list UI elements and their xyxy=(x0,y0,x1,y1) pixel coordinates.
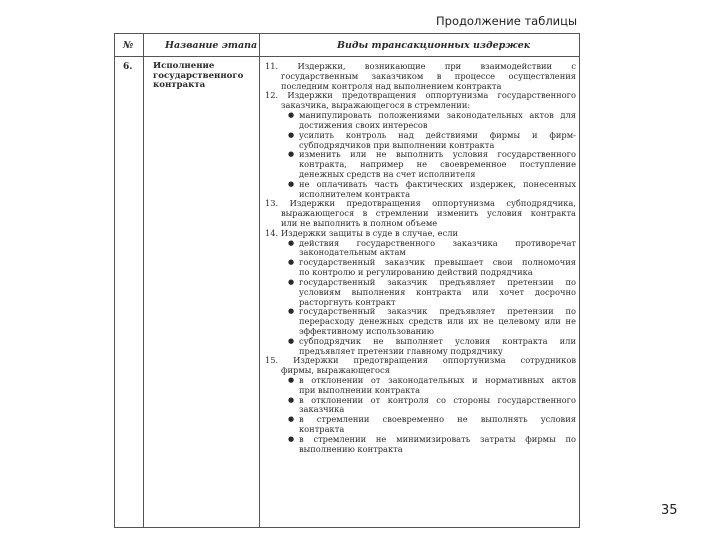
line-text: предъявляет претензии главному подрядчику xyxy=(299,346,503,356)
cost-line xyxy=(265,366,576,376)
cost-line xyxy=(265,229,576,239)
cost-line xyxy=(265,317,576,327)
line-text: 12. Издержки предотвращения оппортунизма государственного xyxy=(265,91,576,101)
header-cost-types: Виды трансакционных издержек xyxy=(337,40,531,51)
cost-line xyxy=(265,101,576,111)
bullet-icon: ● xyxy=(288,376,295,384)
bullet-item-line xyxy=(265,337,576,347)
line-text: 11. Издержки, возникающие при взаимодействии с xyxy=(265,62,576,71)
line-text: перерасходу денежных средств или их не целевому или не xyxy=(299,317,576,327)
line-text: 15. Издержки предотвращения оппортунизма сотрудников xyxy=(265,356,576,366)
line-text: по контролю и регулированию действий подрядчика xyxy=(299,268,533,278)
bullet-item-line xyxy=(265,396,576,406)
line-text: субподрядчиков при выполнении контракта xyxy=(299,140,495,150)
bullet-icon: ● xyxy=(288,179,295,188)
line-text: в стремлении не минимизировать затраты фирмы по xyxy=(299,434,576,444)
bullet-icon: ● xyxy=(288,307,295,316)
cost-line xyxy=(265,91,576,101)
header-divider xyxy=(115,56,579,57)
line-text: исполнителем контракта xyxy=(299,189,411,199)
bullet-icon: ● xyxy=(288,130,295,139)
bullet-icon: ● xyxy=(288,336,295,345)
line-text: эффективному использованию xyxy=(299,326,434,336)
cost-line xyxy=(265,219,576,229)
line-text: или не выполнить в полном объеме xyxy=(281,219,438,228)
line-text: достижения своих интересов xyxy=(299,120,428,130)
cost-line xyxy=(265,405,576,415)
line-text: 14. Издержки защиты в суде в случае, если xyxy=(265,228,459,238)
bullet-item-line xyxy=(265,131,576,141)
cost-line xyxy=(265,356,576,366)
cost-line xyxy=(265,141,576,151)
cost-line xyxy=(265,209,576,219)
row-number: 6. xyxy=(123,62,133,72)
stage-name-line: Исполнение xyxy=(153,61,215,71)
cost-line xyxy=(265,386,576,396)
column-divider xyxy=(259,34,260,527)
bullet-item-line xyxy=(265,376,576,386)
line-text: субподрядчик не выполняет условия контракта или xyxy=(299,336,576,346)
bullet-icon: ● xyxy=(288,434,295,443)
line-text: действия государственного заказчика противоречат xyxy=(299,238,576,248)
bullet-item-line xyxy=(265,239,576,249)
table-continuation-caption: Продолжение таблицы xyxy=(436,14,578,28)
line-text: государственным заказчиком в процессе осуществления xyxy=(281,71,576,81)
line-text: последним контроля над выполнением контракта xyxy=(281,81,502,91)
line-text: расторгнуть контракт xyxy=(299,297,396,307)
bullet-icon: ● xyxy=(288,277,295,286)
line-text: контракта, например не своевременное поступление xyxy=(299,160,576,170)
line-text: усилить контроль над действиями фирмы и фирм- xyxy=(299,130,576,140)
line-text: государственный заказчик предъявляет претензии по xyxy=(299,307,576,317)
stage-name-line: контракта xyxy=(153,80,206,91)
cost-line xyxy=(265,347,576,357)
line-text: заказчика, выражающегося в стремлении: xyxy=(281,101,471,111)
bullet-item-line xyxy=(265,307,576,317)
stage-name-cell xyxy=(153,62,255,91)
transaction-costs-table xyxy=(114,33,580,528)
line-text: не оплачивать часть фактических издержек, понесенных xyxy=(299,179,576,189)
bullet-item-line xyxy=(265,111,576,121)
stage-name-line: государственного xyxy=(153,70,244,81)
line-text: государственный заказчик превышает свои полномочия xyxy=(299,258,576,268)
line-text: выражающегося в стремлении изменить условия контракта xyxy=(281,209,576,219)
bullet-icon: ● xyxy=(288,395,295,404)
line-text: 13. Издержки предотвращения оппортунизма субподрядчика, xyxy=(265,199,576,209)
line-text: государственный заказчик предъявляет претензии по xyxy=(299,277,576,287)
bullet-item-line xyxy=(265,278,576,288)
cost-line xyxy=(265,72,576,82)
bullet-item-line xyxy=(265,258,576,268)
cost-line xyxy=(265,298,576,308)
cost-line xyxy=(265,160,576,170)
cost-line xyxy=(265,82,576,92)
cost-line xyxy=(265,170,576,180)
cost-line xyxy=(265,199,576,209)
bullet-icon: ● xyxy=(288,150,295,159)
line-text: законодательным актам xyxy=(299,248,406,258)
line-text: контракта xyxy=(299,425,345,435)
line-text: в отклонении от законодательных и нормативных актов xyxy=(299,376,576,385)
header-number: № xyxy=(123,40,134,51)
bullet-item-line xyxy=(265,435,576,445)
cost-line xyxy=(265,445,576,455)
line-text: изменить или не выполнить условия государственного xyxy=(299,150,576,160)
cost-line xyxy=(265,190,576,200)
line-text: условиям выполнения контракта или хочет досрочно xyxy=(299,287,576,297)
line-text: выполнению контракта xyxy=(299,444,403,454)
cost-line xyxy=(265,288,576,298)
bullet-icon: ● xyxy=(288,111,295,120)
line-text: денежных средств на счет исполнителя xyxy=(299,169,476,179)
line-text: манипулировать положениями законодательных актов для xyxy=(299,111,576,121)
bullet-icon: ● xyxy=(288,258,295,267)
cost-types-cell xyxy=(265,62,576,455)
cost-line xyxy=(265,327,576,337)
bullet-icon: ● xyxy=(288,238,295,247)
header-stage-name: Название этапа xyxy=(165,40,258,51)
bullet-item-line xyxy=(265,150,576,160)
line-text: фирмы, выражающегося xyxy=(281,366,390,376)
column-divider xyxy=(143,34,144,527)
slide-number: 35 xyxy=(661,503,678,518)
bullet-item-line xyxy=(265,415,576,425)
cost-line xyxy=(265,425,576,435)
cost-line xyxy=(265,268,576,278)
cost-line xyxy=(265,121,576,131)
bullet-item-line xyxy=(265,180,576,190)
cost-line xyxy=(265,248,576,258)
cost-line xyxy=(265,62,576,72)
line-text: в стремлении своевременно не выполнять условия xyxy=(299,415,576,425)
bullet-icon: ● xyxy=(288,415,295,424)
line-text: при выполнении контракта xyxy=(299,385,421,395)
line-text: заказчика xyxy=(299,405,345,415)
line-text: в отклонении от контроля со стороны государственного xyxy=(299,395,576,405)
